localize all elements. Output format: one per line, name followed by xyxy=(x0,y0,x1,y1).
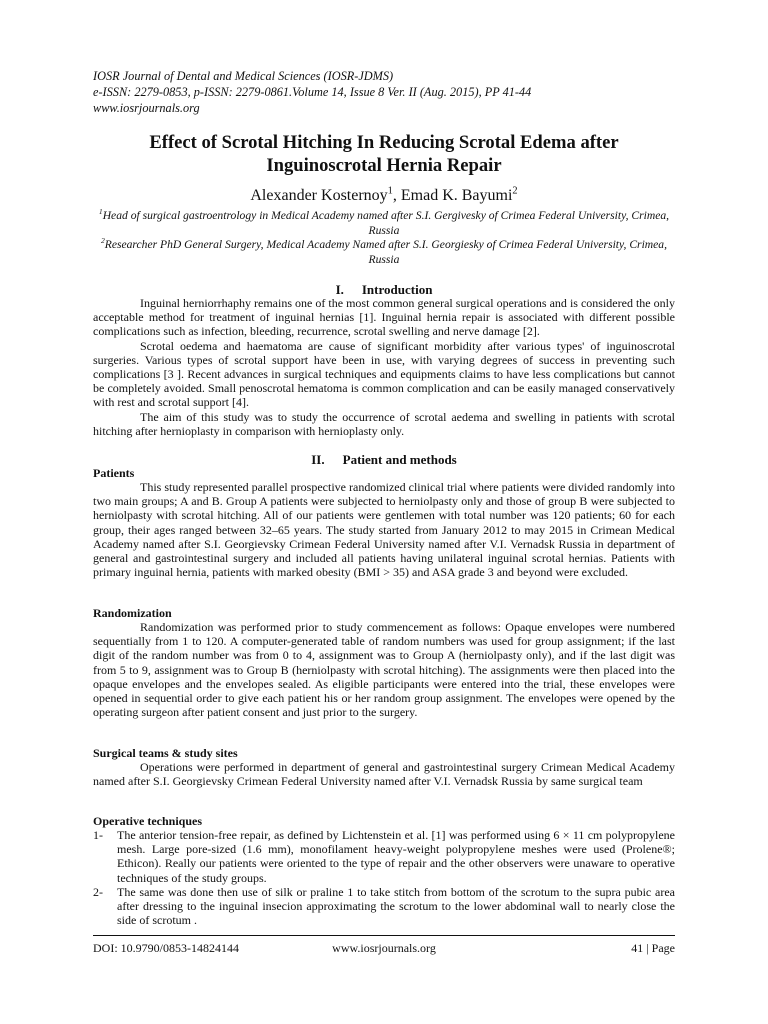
subheading-randomization: Randomization xyxy=(93,606,172,620)
section-number: I. xyxy=(335,282,344,297)
section-heading-patient-and-methods xyxy=(93,452,675,468)
footer-website: www.iosrjournals.org xyxy=(332,941,436,955)
subheading-patients: Patients xyxy=(93,466,135,480)
operative-techniques-list xyxy=(93,828,675,927)
title-line-2: Inguinoscrotal Hernia Repair xyxy=(266,155,502,176)
author-2: Emad K. Bayumi xyxy=(400,187,513,204)
introduction-body xyxy=(93,296,675,438)
affiliation-2 xyxy=(93,238,675,267)
section-title: Patient and methods xyxy=(342,452,457,467)
author-1: Alexander Kosternoy xyxy=(250,187,388,204)
section-title: Introduction xyxy=(361,282,433,297)
affiliation-2-text: Researcher PhD General Surgery, Medical Academy Named after S.I. Georgiesky of Crimea Federal University, Crimea, Russia xyxy=(104,238,668,266)
page-footer xyxy=(93,940,675,956)
patients-body xyxy=(93,480,675,579)
paragraph: Randomization was performed prior to study commencement as follows: Opaque envelopes were numbered sequentially from 1 to 120. A computer-generated table of random numbers was used for group assignment; if the last digit of the random number was from 0 to 4, assignment was to Group A (herniolpasty only), and if the last digit was from 5 to 9, assignment was to Group B (herniolpasty with scrotal hitching). The assignments were then placed into the opaque envelopes and the envelopes sealed. As eligible participants were entered into the trial, these envelopes were opened in sequential order to give each patient his or her random group assignment. The envelopes were opened by the operating surgeon after patient consent and just prior to the surgery. xyxy=(93,620,675,720)
journal-website: www.iosrjournals.org xyxy=(93,101,200,115)
affiliation-2-mark: 2 xyxy=(100,236,105,246)
list-item xyxy=(93,885,675,928)
author-2-affiliation-mark: 2 xyxy=(512,185,518,197)
list-item xyxy=(93,828,675,885)
footer-divider xyxy=(93,935,675,936)
footer-page-number: 41 | Page xyxy=(631,941,675,955)
author-list xyxy=(80,186,688,206)
randomization-body xyxy=(93,620,675,719)
list-marker: 1- xyxy=(93,828,103,842)
section-number: II. xyxy=(311,452,325,467)
paragraph: Inguinal herniorrhaphy remains one of the most common general surgical operations and is considered the only acceptable method for treatment of inguinal hernias [1]. Inguinal hernia repair is associated with different possible complications such as infection, bleeding, recurrence, scrotal swelling and nerve damage [2]. xyxy=(93,296,675,339)
journal-header xyxy=(93,68,693,116)
journal-name: IOSR Journal of Dental and Medical Sciences (IOSR-JDMS) xyxy=(93,69,394,83)
subheading-operative-techniques: Operative techniques xyxy=(93,814,202,828)
paper-title xyxy=(80,131,688,177)
list-item-text: The anterior tension-free repair, as defined by Lichtenstein et al. [1] was performed using 6 × 11 cm polypropylene mesh. Large pore-sized (1.6 mm), monofilament heavy-weight polypropylene meshes were used (Prolene®; Ethicon). Really our patients were oriented to the type of repair and the other observers were unaware to operative techniques of the study groups. xyxy=(117,828,675,885)
author-1-affiliation-mark: 1 xyxy=(387,185,393,197)
subheading-surgical-teams: Surgical teams & study sites xyxy=(93,746,238,760)
list-item-text: The same was done then use of silk or praline 1 to take stitch from bottom of the scrotum to the supra pubic area after dressing to the inguinal insecion approximating the scrotum to the lower abdominal wall to nearly close the side of scrotum . xyxy=(117,884,675,928)
surgical-teams-body xyxy=(93,760,675,788)
author-separator: , xyxy=(392,187,401,204)
affiliation-1-text: Head of surgical gastroentrology in Medical Academy named after S.I. Gergivesky of Crimea Federal University, Crimea, Russia xyxy=(102,209,670,237)
paragraph: Operations were performed in department of general and gastrointestinal surgery Crimean Medical Academy named after S.I. Georgievsky Crimean Federal University named after V.I. Vernadsk Russia by same surgical team xyxy=(93,760,675,789)
list-marker: 2- xyxy=(93,884,103,899)
journal-issn-line: e-ISSN: 2279-0853, p-ISSN: 2279-0861.Volume 14, Issue 8 Ver. II (Aug. 2015), PP 41-44 xyxy=(93,85,532,99)
title-line-1: Effect of Scrotal Hitching In Reducing Scrotal Edema after xyxy=(149,132,619,153)
affiliation-1-mark: 1 xyxy=(98,207,103,217)
affiliation-1 xyxy=(93,209,675,238)
footer-doi: DOI: 10.9790/0853-14824144 xyxy=(93,941,239,955)
paragraph: Scrotal oedema and haematoma are cause of significant morbidity after various types' of inguinoscrotal surgeries. Various types of scrotal support have been in use, with varying degrees of success in preventing such complications [3 ]. Recent advances in surgical techniques and equipments claims to have less complications but cannot be completely avoided. Small penoscrotal hematoma is common complication and can be easily managed conservatively with rest and scrotal support [4]. xyxy=(93,338,675,410)
paragraph: This study represented parallel prospective randomized clinical trial where patients were divided randomly into two main groups; A and B. Group A patients were subjected to herniolpasty only and those of group B were subjected to herniolpasty with scrotal hitching. All of our patients were gentlemen with total number was 120 patients; 60 for each group, their ages ranged between 32–65 years. The study started from January 2012 to may 2015 in Crimean Medical Academy named after S.I. Georgievsky Crimean Federal University named after V.I. Vernadsk Russia in department of general and gastrointestinal surgery and included all patients having unilateral inguinal scrotal hernias. Patients with primary inguinal hernia, patients with marked obesity (BMI > 35) and ASA grade 3 and beyond were excluded. xyxy=(93,480,675,580)
paragraph: The aim of this study was to study the occurrence of scrotal aedema and swelling in patients with scrotal hitching after hernioplasty in comparison with hernioplasty only. xyxy=(93,409,675,438)
